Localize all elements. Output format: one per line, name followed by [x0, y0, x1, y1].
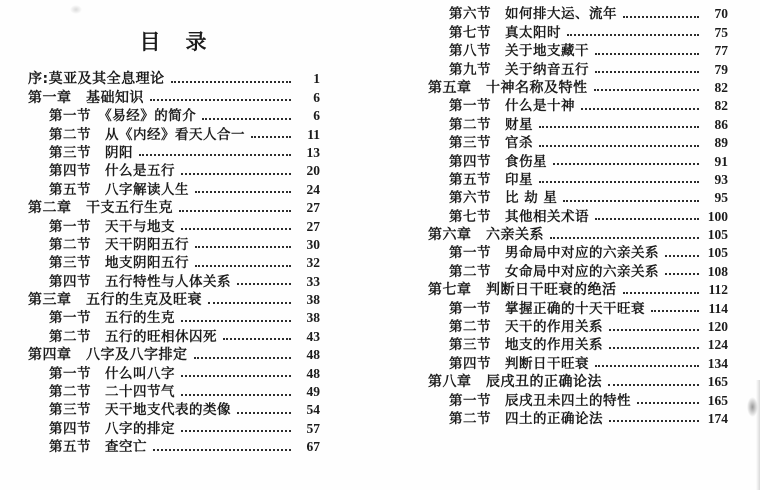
- toc-entry: [428, 96, 728, 114]
- dotted-leader: [237, 283, 291, 285]
- toc-entry-page: 100: [707, 208, 728, 224]
- toc-entry: [428, 409, 728, 427]
- toc-entry-page: 33: [306, 273, 320, 289]
- dotted-leader: [195, 265, 291, 267]
- dotted-leader: [179, 210, 291, 212]
- toc-entry: [28, 271, 320, 289]
- toc-entry: [428, 133, 728, 151]
- toc-entry-page: 89: [714, 135, 728, 151]
- dotted-leader: [181, 173, 291, 175]
- toc-entry-page: 86: [714, 116, 728, 132]
- toc-entry-page: 93: [714, 171, 728, 187]
- toc-entry-label: 第四节 判断日干旺衰: [449, 355, 589, 372]
- toc-entry: [28, 437, 320, 455]
- dotted-leader: [539, 181, 699, 183]
- dotted-leader: [563, 200, 699, 202]
- toc-entry-page: 38: [306, 310, 320, 326]
- dotted-leader: [553, 163, 699, 165]
- toc-list-left: [28, 69, 320, 455]
- toc-entry: [28, 290, 320, 308]
- toc-entry-label: 第三节 地支阴阳五行: [49, 255, 189, 272]
- dotted-leader: [181, 430, 291, 432]
- toc-entry-label: 第一节 什么叫八字: [49, 365, 175, 382]
- toc-entry-page: 114: [708, 300, 728, 316]
- toc-entry: [428, 243, 728, 261]
- toc-entry-label: 第三节 官杀: [449, 135, 533, 152]
- toc-entry-page: 82: [714, 98, 728, 114]
- dotted-leader: [194, 357, 292, 359]
- dotted-leader: [609, 329, 699, 331]
- toc-entry: [28, 216, 320, 234]
- toc-entry-page: 6: [313, 89, 320, 105]
- toc-entry: [28, 326, 320, 344]
- toc-entry: [28, 418, 320, 436]
- toc-entry-label: 第三节 阴阳: [49, 144, 133, 161]
- toc-entry-label: 第四节 什么是五行: [49, 163, 175, 180]
- toc-entry-label: 第二节 财星: [449, 116, 533, 133]
- toc-entry-page: 38: [306, 292, 320, 308]
- dotted-leader: [665, 273, 699, 275]
- dotted-leader: [595, 71, 699, 73]
- toc-entry-page: 43: [306, 328, 320, 344]
- toc-entry-page: 48: [306, 365, 320, 381]
- toc-entry-label: 第三节 地支的作用关系: [449, 337, 603, 354]
- toc-entry-label: 第八章 辰戌丑的正确论法: [428, 374, 602, 391]
- dotted-leader: [171, 81, 291, 83]
- toc-entry-label: 第五章 十神名称及特性: [428, 79, 588, 96]
- toc-entry-page: 6: [313, 108, 320, 124]
- toc-entry: [428, 188, 728, 206]
- toc-entry: [428, 298, 728, 316]
- toc-entry-page: 27: [306, 200, 320, 216]
- dotted-leader: [153, 449, 291, 451]
- toc-entry-label: 第二节 天干的作用关系: [449, 319, 603, 336]
- toc-entry: [428, 170, 728, 188]
- toc-entry-page: 48: [306, 347, 320, 363]
- toc-entry-page: 79: [714, 61, 728, 77]
- scan-edge-shadow: [756, 380, 760, 490]
- toc-entry-label: 第二节 五行的旺相休囚死: [49, 328, 217, 345]
- toc-entry: [28, 179, 320, 197]
- toc-entry-label: 第四节 五行特性与人体关系: [49, 273, 231, 290]
- toc-entry: [428, 59, 728, 77]
- dotted-leader: [609, 420, 699, 422]
- toc-entry-label: 第三章 五行的生克及旺衰: [28, 292, 202, 309]
- toc-entry-label: 第四章 八字及八字排定: [28, 347, 188, 364]
- dotted-leader: [208, 302, 291, 304]
- toc-entry-label: 第二节 二十四节气: [49, 384, 175, 401]
- dotted-leader: [594, 89, 700, 91]
- dotted-leader: [237, 412, 291, 414]
- dotted-leader: [251, 136, 291, 138]
- toc-entry: [28, 308, 320, 326]
- toc-right-page: [428, 4, 728, 427]
- toc-entry-page: 27: [306, 218, 320, 234]
- toc-entry-label: 第九节 关于纳音五行: [449, 61, 589, 78]
- toc-entry: [428, 372, 728, 390]
- dotted-leader: [223, 338, 291, 340]
- toc-entry-label: 第二节 女命局中对应的六亲关系: [449, 263, 659, 280]
- toc-entry: [428, 78, 728, 96]
- toc-entry-page: 13: [306, 144, 320, 160]
- dotted-leader: [195, 191, 291, 193]
- dotted-leader: [608, 384, 699, 386]
- toc-entry-page: 134: [707, 355, 728, 371]
- toc-title: 目 录: [139, 30, 209, 54]
- toc-entry-label: 第四节 八字的排定: [49, 420, 175, 437]
- toc-entry-label: 第二章 干支五行生克: [28, 200, 173, 217]
- toc-entry-page: 20: [306, 163, 320, 179]
- toc-entry-page: 75: [714, 24, 728, 40]
- dotted-leader: [139, 154, 291, 156]
- toc-entry: [428, 4, 728, 22]
- toc-entry-label: 第一章 基础知识: [28, 89, 144, 106]
- toc-entry-label: 第二节 天干阴阳五行: [49, 236, 189, 253]
- toc-entry-page: 91: [714, 153, 728, 169]
- toc-entry-label: 第一节 五行的生克: [49, 310, 175, 327]
- toc-entry-page: 124: [707, 337, 728, 353]
- toc-entry: [428, 225, 728, 243]
- dotted-leader: [181, 394, 291, 396]
- toc-entry: [428, 390, 728, 408]
- toc-entry-label: 第一节 男命局中对应的六亲关系: [449, 245, 659, 262]
- toc-entry-page: 70: [714, 6, 728, 22]
- toc-entry-label: 第一节 《易经》的简介: [49, 108, 197, 125]
- toc-entry-page: 174: [707, 410, 728, 426]
- toc-entry-page: 1: [313, 71, 320, 87]
- toc-entry: [428, 280, 728, 298]
- toc-entry-label: 第四节 食伤星: [449, 153, 547, 170]
- toc-entry: [28, 161, 320, 179]
- toc-entry-page: 82: [714, 79, 728, 95]
- toc-entry-label: 第六节 如何排大运、流年: [449, 6, 617, 23]
- toc-entry: [28, 345, 320, 363]
- toc-entry-label: 第七章 判断日干旺衰的绝活: [428, 282, 617, 299]
- toc-entry-label: 第五节 印星: [449, 171, 533, 188]
- toc-entry: [28, 69, 320, 87]
- toc-entry-page: 120: [707, 319, 728, 335]
- toc-entry: [428, 41, 728, 59]
- toc-entry-label: 第七节 真太阳时: [449, 24, 561, 41]
- dotted-leader: [181, 320, 291, 322]
- dotted-leader: [550, 237, 699, 239]
- toc-entry-page: 112: [708, 282, 728, 298]
- dotted-leader: [202, 118, 291, 120]
- dotted-leader: [609, 347, 699, 349]
- dotted-leader: [623, 16, 699, 18]
- toc-entry-page: 49: [306, 384, 320, 400]
- toc-list-right: [428, 4, 728, 427]
- toc-entry-label: 第一节 天干与地支: [49, 218, 175, 235]
- toc-entry: [428, 317, 728, 335]
- toc-entry-page: 105: [707, 227, 728, 243]
- toc-entry-label: 第七节 其他相关术语: [449, 208, 589, 225]
- dotted-leader: [595, 218, 699, 220]
- toc-entry-label: 第五节 查空亡: [49, 439, 147, 456]
- toc-entry-page: 24: [306, 181, 320, 197]
- dotted-leader: [539, 126, 699, 128]
- dotted-leader: [581, 108, 699, 110]
- toc-entry: [428, 261, 728, 279]
- toc-entry: [428, 22, 728, 40]
- toc-entry-page: 165: [707, 374, 728, 390]
- toc-entry: [428, 206, 728, 224]
- toc-entry: [28, 363, 320, 381]
- dotted-leader: [539, 145, 699, 147]
- toc-entry: [428, 114, 728, 132]
- dotted-leader: [595, 365, 699, 367]
- toc-entry-page: 67: [306, 439, 320, 455]
- toc-entry-label: 第六节 比 劫 星: [449, 190, 558, 207]
- dotted-leader: [567, 34, 699, 36]
- toc-entry: [28, 382, 320, 400]
- dotted-leader: [651, 310, 699, 312]
- toc-entry-label: 第二节 从《内经》看天人合一: [49, 126, 245, 143]
- toc-entry: [428, 151, 728, 169]
- dotted-leader: [195, 246, 291, 248]
- dotted-leader: [595, 53, 699, 55]
- toc-entry: [28, 400, 320, 418]
- toc-entry-page: 108: [707, 263, 728, 279]
- toc-entry: [428, 353, 728, 371]
- toc-entry-label: 第六章 六亲关系: [428, 227, 544, 244]
- toc-entry-label: 第五节 八字解读人生: [49, 181, 189, 198]
- dotted-leader: [181, 375, 291, 377]
- toc-entry-page: 95: [714, 190, 728, 206]
- toc-entry: [28, 124, 320, 142]
- toc-entry: [28, 143, 320, 161]
- toc-entry-label: 第三节 天干地支代表的类像: [49, 402, 231, 419]
- toc-entry: [28, 235, 320, 253]
- toc-entry-label: 第一节 什么是十神: [449, 98, 575, 115]
- toc-entry-label: 第二节 四土的正确论法: [449, 410, 603, 427]
- toc-entry-page: 11: [307, 126, 320, 142]
- toc-entry-label: 序:莫亚及其全息理论: [28, 71, 165, 88]
- toc-entry: [28, 87, 320, 105]
- toc-entry-page: 57: [306, 420, 320, 436]
- toc-entry: [28, 198, 320, 216]
- dotted-leader: [150, 99, 291, 101]
- toc-entry-label: 第一节 辰戌丑未四土的特性: [449, 392, 631, 409]
- toc-entry: [28, 106, 320, 124]
- dotted-leader: [181, 228, 291, 230]
- toc-entry-label: 第八节 关于地支藏干: [449, 43, 589, 60]
- toc-entry: [28, 253, 320, 271]
- toc-entry: [428, 335, 728, 353]
- toc-entry-label: 第一节 掌握正确的十天干旺衰: [449, 300, 645, 317]
- toc-entry-page: 54: [306, 402, 320, 418]
- dotted-leader: [665, 255, 699, 257]
- toc-entry-page: 105: [707, 245, 728, 261]
- toc-entry-page: 165: [707, 392, 728, 408]
- toc-entry-page: 30: [306, 236, 320, 252]
- dotted-leader: [623, 292, 700, 294]
- dotted-leader: [637, 402, 699, 404]
- toc-entry-page: 77: [714, 43, 728, 59]
- toc-left-page: [28, 20, 320, 455]
- scan-smudge: [70, 5, 82, 14]
- toc-entry-page: 32: [306, 255, 320, 271]
